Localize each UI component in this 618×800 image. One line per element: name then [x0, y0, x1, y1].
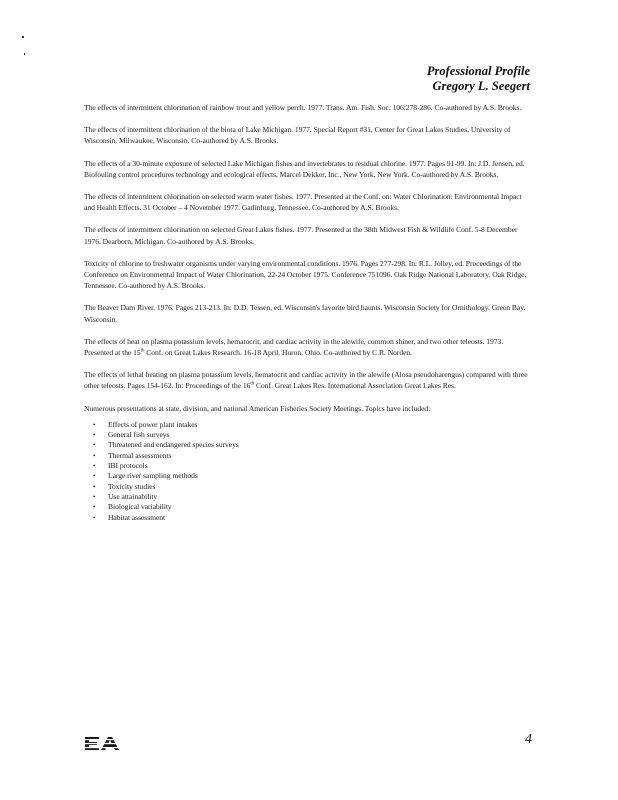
page-header — [427, 64, 530, 94]
publication-entry: The effects of intermittent chlorination on selected warm water fishes. 1977. Presented at the Conf. on: Water Chlorination: Environmental Impact and Health Effects. 31 October – 4 November 1977. Gatlinburg, Tennessee. Co-authored by A.S. Brooks. — [84, 192, 522, 213]
topic-item: • General fish surveys — [84, 430, 530, 440]
publication-entry: The effects of intermittent chlorination of rainbow trout and yellow perch. 1977. Trans. Am. Fish. Soc. 106:278-286. Co-authored by A.S. Brooks. — [84, 103, 522, 112]
scan-speck — [24, 53, 25, 55]
topics-list — [84, 420, 530, 523]
publication-entry: The Beaver Dam River. 1976. Pages 213-213. In: D.D. Tessen, ed. Wisconsin's favorite bird haunts. Wisconsin Society for Ornithology. Green Bay, Wisconsin. — [84, 303, 526, 324]
topic-item: • IBI protocols — [84, 461, 530, 471]
publications-list — [84, 102, 530, 523]
presentations-intro: Numerous presentations at state, division, and national American Fisheries Society Meetings. Topics have included: — [84, 403, 431, 413]
ordinal-suffix: th — [250, 381, 255, 387]
topic-item: • Thermal assessments — [84, 451, 530, 461]
publication-entry: The effects of intermittent chlorination of the biota of Lake Michigan. 1977. Special Report #31, Center for Great Lakes Studies, University of Wisconsin, Milwaukee, Wisconsin. Co-authored by A.S. Brooks. — [84, 125, 511, 146]
page-number: 4 — [525, 732, 532, 747]
topic-item: • Threatened and endangered species surveys — [84, 440, 530, 450]
scan-speck — [22, 36, 24, 38]
topic-item: • Toxicity studies — [84, 482, 530, 492]
header-title: Professional Profile — [426, 64, 530, 78]
publication-entry: The effects of intermittent chlorination on selected Great Lakes fishes. 1977. Presented at the 38th Midwest Fish & Wildlife Conf. 5-8 December 1976. Dearborn, Michigan. Co-authored by A.S. Brooks. — [84, 225, 518, 246]
topic-item: • Effects of power plant intakes — [84, 420, 530, 430]
topic-item: • Use attainability — [84, 492, 530, 502]
publication-entry — [84, 369, 530, 391]
topic-item: • Habitat assessment — [84, 513, 530, 523]
publication-entry: The effects of a 30-minute exposure of selected Lake Michigan fishes and invertebrates to residual chlorine. 1977. Pages 91-99. In: J.D. Jensen, ed. Biofouling control procedures technology and ecological effects, Marcel Dekker, Inc., New York, New York. Co-authored by A.S. Brooks. — [84, 158, 525, 179]
entry-text: The effects of heat on plasma potassium levels, hematocrit, and cardiac activity in the alewife, common shiner, and two other teleosts. 1973. Presented at the 15 — [84, 336, 504, 358]
header-name: Gregory L. Seegert — [432, 79, 530, 93]
ordinal-suffix: th — [140, 348, 145, 354]
entry-text: The effects of lethal heating on plasma potassium levels, hematocrit and cardiac activity in the alewife (Alosa pseudoharengus) compared with three other teleosts. Pages 154-162. In: Proceedings of the 16 — [84, 370, 528, 391]
publication-entry — [84, 336, 530, 358]
entry-text: Conf. on Great Lakes Research. 16-18 April. Huron, Ohio. Co-authored by C.R. Norden. — [144, 348, 413, 358]
topic-item: • Large river sampling methods — [84, 471, 530, 481]
company-logo-icon — [84, 734, 124, 752]
publication-entry: Toxicity of chlorine to freshwater organisms under varying environmental conditions. 1976. Pages 277-298. In: R.L. Jolley, ed. Proceedings of the Conference on Environmental Impact of Water Chlorination, 22-24 October 1975. Conference 751096. Oak Ridge National Laboratory. Oak Ridge, Tennessee. Co-authored by A.S. Brooks. — [84, 258, 527, 291]
entry-text: Conf. Great Lakes Res. International Association Great Lakes Res. — [254, 381, 456, 391]
topic-item: • Biological variability — [84, 502, 530, 512]
